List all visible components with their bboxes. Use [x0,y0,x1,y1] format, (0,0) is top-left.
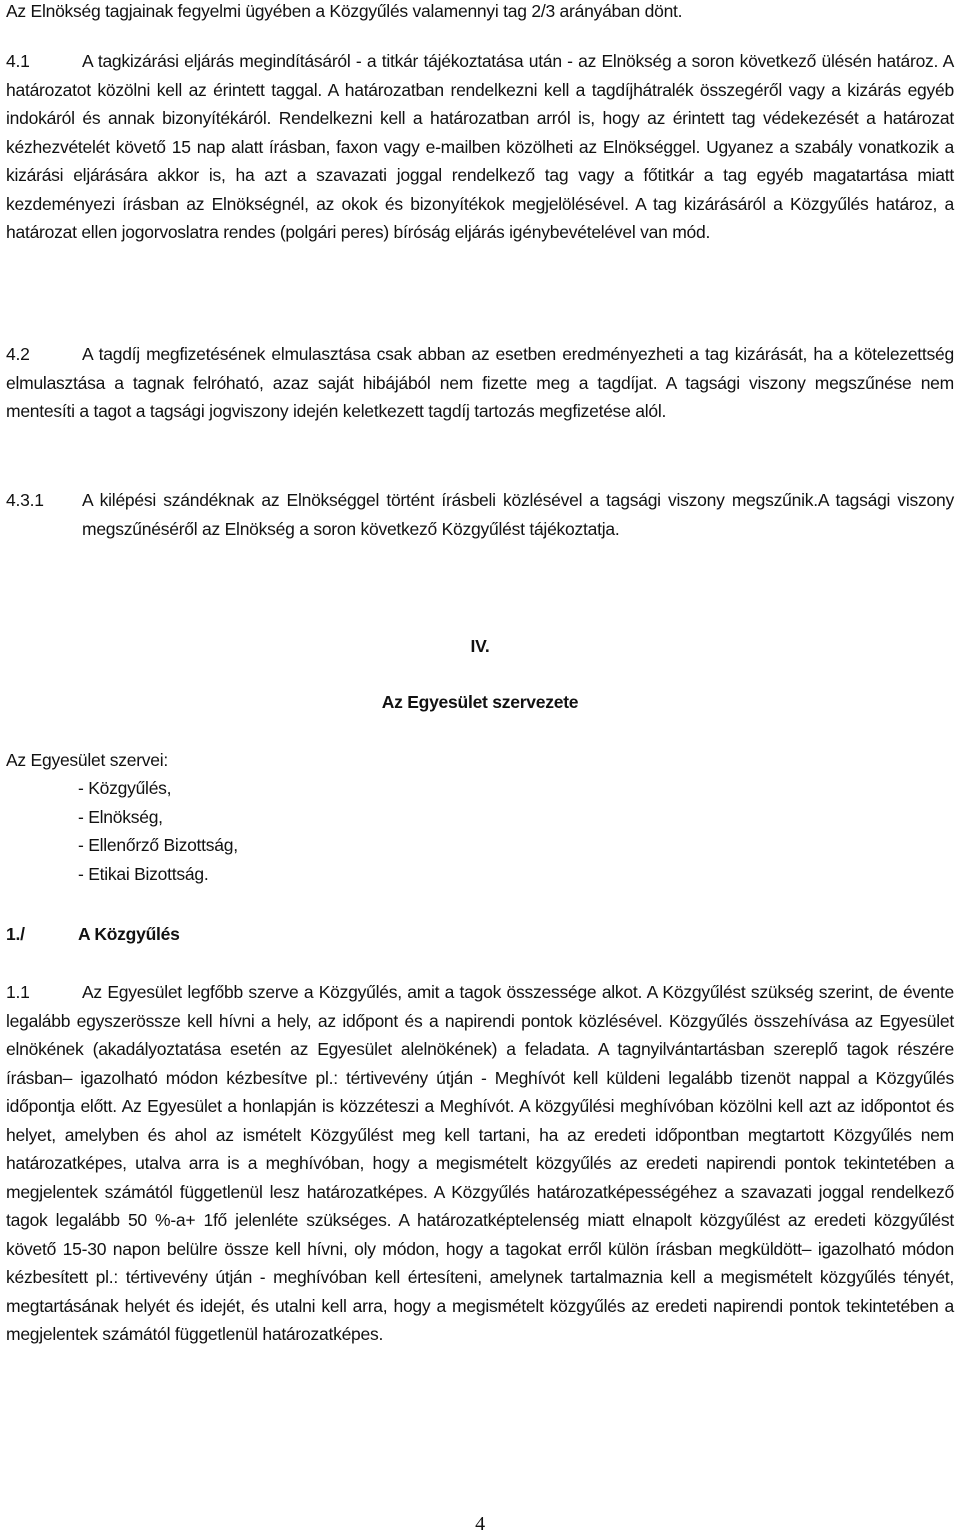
subsection-1-number: 1./ [6,924,25,944]
chapter-title: Az Egyesület szervezete [381,692,579,712]
section-4-3-1-number: 4.3.1 [6,490,44,510]
organs-list [78,774,478,888]
section-4-1-number: 4.1 [6,51,30,71]
section-4-3-1-text: A kilépési szándéknak az Elnökséggel történt írásbeli közlésével a tagsági viszony megszűnik.A tagsági viszony megszűnéséről az Elnökség a soron következő Közgyűlést tájékoztatja. [82,490,954,539]
chapter-numeral: IV. [470,636,490,656]
section-1-1 [6,978,954,1349]
top-line: Az Elnökség tagjainak fegyelmi ügyében a Közgyűlés valamennyi tag 2/3 arányában dönt. [6,1,683,21]
section-4-2-number: 4.2 [6,344,30,364]
section-4-1 [6,47,954,247]
section-1-1-number: 1.1 [6,982,30,1002]
organ-item: - Közgyűlés, [78,778,172,798]
organ-item: - Elnökség, [78,806,163,827]
page-number: 4 [475,1513,485,1535]
section-4-2-text: A tagdíj megfizetésének elmulasztása csak abban az esetben eredményezheti a tag kizárását, ha a kötelezettség elmulasztása a tagnak felróható, azaz saját hibájából nem fizette meg a tagdíjat. A tagsági viszony megszűnése nem mentesíti a tagot a tagsági jogviszony idején keletkezett tagdíj tartozás megfizetése alól. [6,344,954,421]
section-1-1-text: Az Egyesület legfőbb szerve a Közgyűlés, amit a tagok összessége alkot. A Közgyűlést szükség szerint, de évente legalább egyszerösszе kell hívni a hely, az időpont és a napirendi pontok közlésével. Közgyűlés összehívása az Egyesület elnökének (akadályoztatása esetén az Egyesület alelnökének) a feladata. A tagnyilvántartásban szereplő tagok részére írásban– igazolható módon kézbesítve pl.: tértivevény útján - Meghívót kell küldeni legalább tizenöt nappal a Közgyűlés időpontja előtt. Az Egyesület a honlapján is közzéteszi a Meghívót. A közgyűlési meghívóban közölni kell azt az időpontot és helyet, amelyben és ahol az ismételt Közgyűlést meg kell tartani, ha az eredeti időpontban megtartott Közgyűlés nem határozatképes, utalva arra is a meghívóban, hogy a megismételt közgyűlés az eredeti napirendi pontok tekintetében a megjelentek számától függetlenül lesz határozatképes. A Közgyűlés határozatképességéhez a szavazati joggal rendelkező tagok legalább 50 %-a+ 1fő jelenléte szükséges. A határozatképtelenség miatt elnapolt közgyűlést az eredeti közgyűlést követő 15-30 napon belülre össze kell hívni, oly módon, hogy a tagokat erről külön írásban megküldött– igazolható módon kézbesített pl.: tértivevény útján - meghívóban kell értesíteni, amelynek tartalmaznia kell a megismételt közgyűlés tényét, megtartásának helyét és idejét, és utalni kell arra, hogy a megismételt közgyűlés az eredeti napirendi pontok tekintetében a megjelentek számától függetlenül határozatképes. [6,982,954,1344]
organ-item: - Ellenőrző Bizottság, [78,835,238,855]
organs-intro: Az Egyesület szervei: [6,750,169,770]
section-4-1-text: A tagkizárási eljárás megindításáról - a titkár tájékoztatása után - az Elnökség a soron következő ülésén határoz. A határozatot közölni kell az érintett taggal. A határozatban rendelkezni kell a tagdíjhátralék összegéről vagy a kizárás egyéb indokáról és annak bizonyítékáról. Rendelkezni kell a határozatban arról is, hogy az érintett tag védekezését a határozat kézhezvételét követő 15 nap alatt írásban, faxon vagy e-mailben közölheti az Elnökséggel. Ugyanez a szabály vonatkozik a kizárási eljárására akkor is, ha azt a szavazati joggal rendelkező tag vagy a főtitkár a tag egyéb magatartása miatt kezdeményezi írásban az Elnökségnél, az okok és bizonyítékok megjelölésével. A tag kizárásáról a Közgyűlés határoz, a határozat ellen jogorvoslatra rendes (polgári peres) bíróság eljárás igénybevételével van mód. [6,51,954,242]
section-4-2 [6,340,954,426]
subsection-1-title: A Közgyűlés [78,924,180,944]
organ-item: - Etikai Bizottság. [78,863,209,884]
